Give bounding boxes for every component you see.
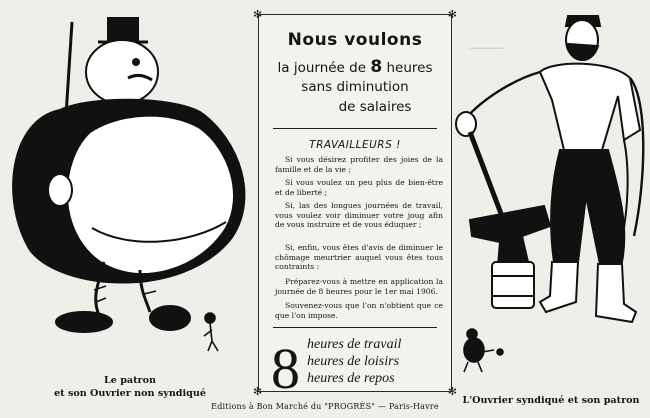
fat-boss-illustration bbox=[0, 0, 258, 372]
bleed-through-text: ——— bbox=[470, 42, 503, 54]
separator-line bbox=[273, 128, 437, 129]
manifesto-panel bbox=[253, 8, 457, 401]
demand-number: 8 bbox=[370, 57, 383, 77]
left-caption-line: Le patron bbox=[104, 375, 156, 386]
demand-line-2: sans diminution bbox=[301, 79, 409, 95]
corner-ornament-icon: ✻ bbox=[253, 8, 263, 21]
paragraph: Si vous voulez un peu plus de bien-être et de liberté ; bbox=[275, 178, 443, 197]
big-eight: 8 bbox=[271, 336, 300, 401]
demand-line-1: la journée de 8 heures bbox=[277, 57, 433, 77]
headline: Nous voulons bbox=[287, 30, 423, 50]
corner-ornament-icon: ✻ bbox=[447, 8, 457, 21]
address-heading: TRAVAILLEURS ! bbox=[309, 139, 401, 151]
hours-line: heures de travail bbox=[307, 337, 402, 352]
paragraph: Souvenez-vous que l'on n'obtient que ce que l'on impose. bbox=[275, 301, 443, 320]
paragraph: Préparez-vous à mettre en application la journée de 8 heures pour le 1er mai 1906. bbox=[275, 277, 443, 296]
hours-line: heures de repos bbox=[307, 371, 395, 386]
separator-line bbox=[273, 327, 437, 328]
corner-ornament-icon: ✻ bbox=[447, 385, 457, 398]
right-caption: L'Ouvrier syndiqué et son patron bbox=[462, 395, 640, 406]
left-caption bbox=[20, 374, 240, 400]
paragraph: Si vous désirez profiter des joies de la famille et de la vie ; bbox=[275, 155, 443, 174]
hours-line: heures de loisirs bbox=[307, 354, 400, 369]
left-caption-line: et son Ouvrier non syndiqué bbox=[54, 388, 206, 399]
footer-imprint: Editions à Bon Marché du "PROGRÈS" — Paris-Havre bbox=[211, 402, 439, 411]
paragraph: Si, enfin, vous êtes d'avis de diminuer le chômage meurtrier auquel vous êtes tous contraints : bbox=[275, 243, 443, 272]
paragraph: Si, las des longues journées de travail, vous voulez voir diminuer votre joug afin de vous instruire et de vous éduquer ; bbox=[275, 201, 443, 230]
strong-worker-illustration bbox=[452, 0, 650, 390]
demand-line-3: de salaires bbox=[338, 99, 412, 115]
corner-ornament-icon: ✻ bbox=[253, 385, 263, 398]
